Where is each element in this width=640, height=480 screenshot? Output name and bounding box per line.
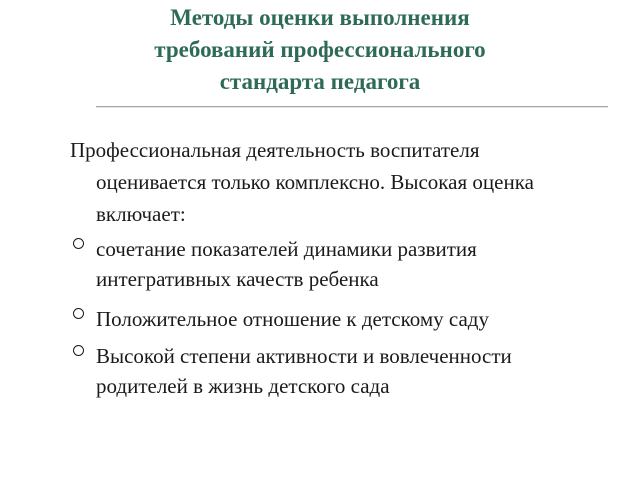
bullet-1-line-2: интегративных качеств ребенка: [96, 267, 379, 291]
bullet-3-line-2: родителей в жизнь детского сада: [96, 374, 390, 398]
bullet-circle-icon: [73, 308, 84, 319]
intro-line-1: Профессиональная деятельность воспитателя: [70, 138, 480, 162]
title-line-1: Методы оценки выполнения: [170, 5, 470, 30]
bullet-2-line-1: Положительное отношение к детскому саду: [96, 307, 489, 331]
bullet-1-line-1: сочетание показателей динамики развития: [96, 237, 477, 261]
intro-line-2: оценивается только комплексно. Высокая оценка: [96, 170, 534, 194]
title-line-3: стандарта педагога: [219, 69, 421, 94]
intro-line-3: включает:: [96, 202, 186, 226]
bullet-circle-icon: [73, 345, 84, 356]
bullet-3-line-1: Высокой степени активности и вовлеченности: [96, 344, 512, 368]
title-line-2: требований профессионального: [154, 37, 486, 62]
bullet-circle-icon: [73, 238, 84, 249]
